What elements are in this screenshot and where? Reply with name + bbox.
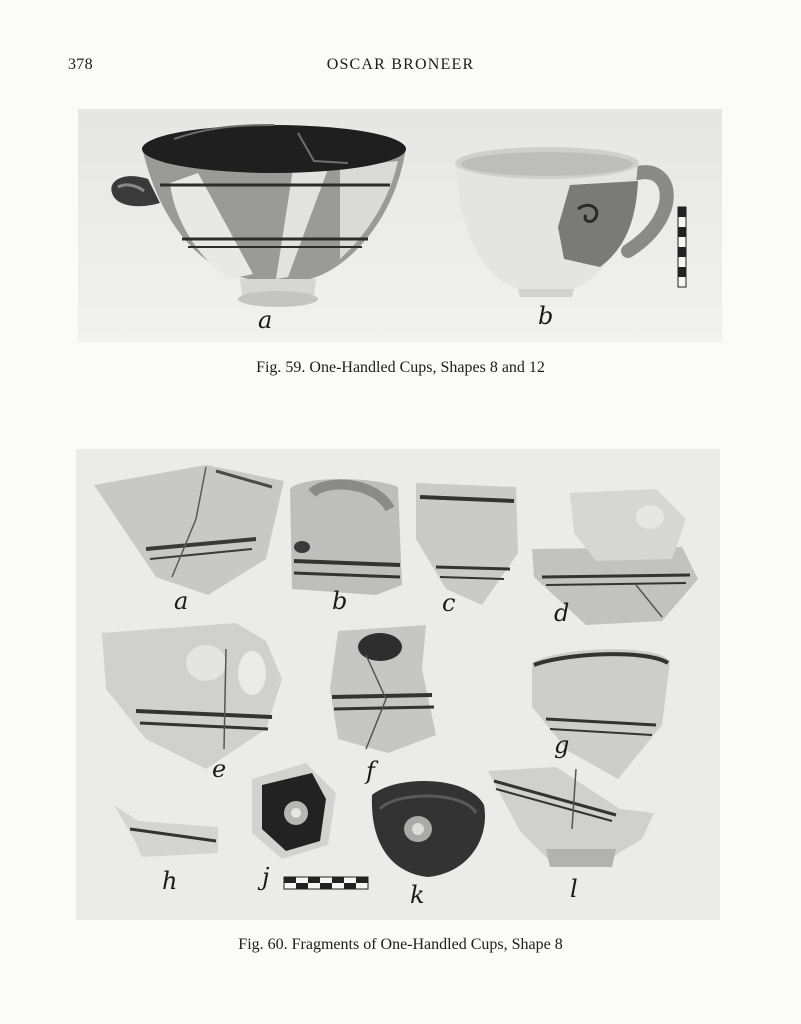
- figure-60-caption: Fig. 60. Fragments of One-Handled Cups, Shape 8: [238, 936, 563, 953]
- figure-60-label-b: b: [332, 587, 348, 615]
- figure-59-photo: [78, 109, 722, 342]
- figure-59-caption: Fig. 59. One-Handled Cups, Shapes 8 and 12: [256, 359, 545, 376]
- figure-60-label-d: d: [554, 599, 570, 627]
- fragment-f: [330, 625, 436, 753]
- figure-60-label-l: l: [570, 875, 578, 903]
- figure-60-label-f: f: [366, 757, 375, 785]
- page-number: 378: [68, 56, 93, 73]
- scale-bar-59: [678, 207, 686, 287]
- figure-60-label-h: h: [162, 867, 178, 895]
- figure-60-label-k: k: [410, 881, 425, 909]
- figure-59-label-b: b: [538, 302, 554, 330]
- figure-60-label-e: e: [212, 755, 227, 783]
- figure-60-label-a: a: [174, 587, 189, 615]
- figure-60-label-j: j: [262, 863, 270, 891]
- scale-bar-60: [284, 877, 368, 889]
- figure-60-label-c: c: [442, 589, 456, 617]
- fragment-b: [290, 479, 402, 595]
- running-title: OSCAR BRONEER: [326, 56, 475, 73]
- figure-60-photo: [76, 449, 720, 920]
- figure-60-label-g: g: [554, 731, 570, 759]
- figure-59-label-a: a: [258, 306, 273, 334]
